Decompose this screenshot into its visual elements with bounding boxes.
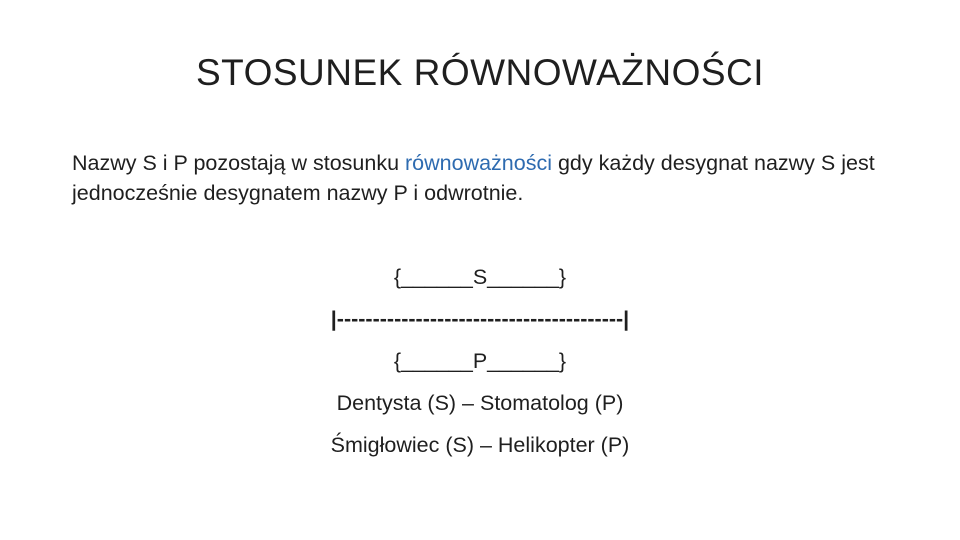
- definition-paragraph: [72, 148, 892, 208]
- example-1: Dentysta (S) – Stomatolog (P): [336, 391, 624, 415]
- connector-line: |----------------------------------------|: [330, 307, 630, 331]
- highlighted-term: równoważności: [405, 151, 552, 175]
- set-p-label: {______P______}: [393, 349, 567, 373]
- slide-title: STOSUNEK RÓWNOWAŻNOŚCI: [195, 52, 765, 93]
- definition-text-end: gdy każdy desygnat nazwy S jest jednocześnie desygnatem nazwy P i odwrotnie.: [72, 151, 875, 205]
- relation-diagram: [0, 256, 960, 466]
- example-2: Śmigłowiec (S) – Helikopter (P): [330, 433, 630, 457]
- definition-text-start: Nazwy S i P pozostają w stosunku: [72, 151, 406, 175]
- set-s-label: {______S______}: [393, 265, 567, 289]
